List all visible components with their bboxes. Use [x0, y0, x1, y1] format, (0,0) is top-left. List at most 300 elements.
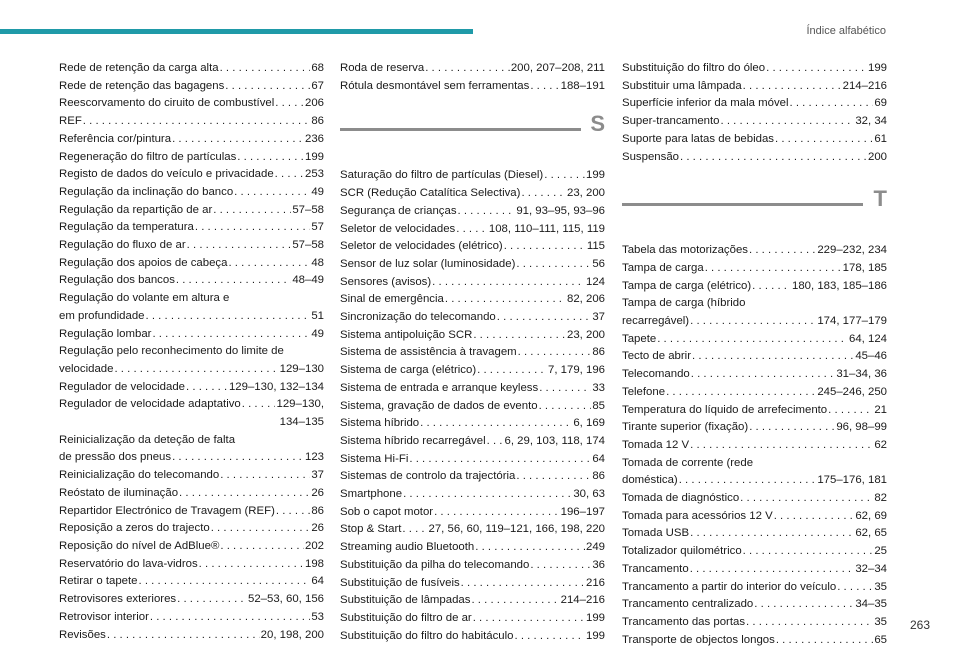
index-entry-text: Tomada 12 V [622, 438, 690, 451]
index-entry [622, 348, 887, 366]
index-entry [622, 278, 887, 296]
page-number: 263 [909, 618, 930, 632]
dot-leader [172, 449, 304, 467]
dot-leader [146, 308, 311, 326]
index-entry-text: Reescorvamento do ciruito de combustível [59, 97, 275, 110]
index-entry [340, 327, 605, 345]
index-entry-pages: 178, 185 [842, 261, 887, 274]
dot-leader [83, 113, 311, 131]
dot-leader [837, 579, 873, 597]
dot-leader [434, 504, 560, 522]
index-entry-pages: 64, 124 [848, 332, 887, 345]
index-entry-text: Substituição do filtro do óleo [622, 62, 766, 74]
index-entry [59, 113, 324, 131]
index-entry [622, 260, 887, 278]
index-entry-pages: 85 [592, 399, 605, 412]
index-entry-text: Totalizador quilométrico [622, 545, 742, 558]
index-entry-text: de pressão dos pneus [59, 451, 172, 464]
index-entry-text: Retirar o tapete [59, 575, 138, 588]
index-entry [622, 596, 887, 614]
index-entry-text: Trancamento [622, 562, 689, 575]
index-entry [59, 573, 324, 591]
index-entry [59, 95, 324, 113]
dot-leader [225, 78, 310, 96]
index-entry-pages: 129–130 [279, 362, 324, 375]
index-entry-pages: 129–130, 132–134 [228, 380, 324, 393]
index-entry [59, 379, 324, 397]
index-entry [622, 113, 887, 131]
dot-leader [425, 60, 510, 78]
index-entry [59, 627, 324, 645]
index-entry [59, 166, 324, 184]
index-entry-text: Regulação da temperatura [59, 221, 194, 234]
index-entry-pages: 253 [304, 168, 324, 181]
index-entry [622, 437, 887, 455]
index-entry-pages: 214–216 [842, 79, 887, 92]
index-entry-text: Sensor de luz solar (luminosidade) [340, 257, 516, 270]
index-entry [59, 149, 324, 167]
index-entry-text: Sob o capot motor [340, 505, 434, 518]
index-entry-text: Sistema híbrido recarregável [340, 434, 486, 447]
index-entry-pages: 48 [311, 256, 324, 269]
index-entry [59, 556, 324, 574]
dot-leader [150, 609, 310, 627]
index-entry-pages: 249 [585, 541, 605, 554]
index-entry-text: Trancamento centralizado [622, 598, 754, 611]
index-entry [340, 238, 605, 256]
index-entry [59, 396, 324, 431]
index-entry-text: Rótula desmontável sem ferramentas [340, 79, 530, 92]
dot-leader [749, 419, 835, 437]
dot-leader [139, 573, 311, 591]
index-entry [622, 366, 887, 384]
index-entry [59, 538, 324, 556]
index-entry-text: Reóstato de iluminação [59, 486, 179, 499]
index-entry [59, 326, 324, 344]
dot-leader [518, 344, 592, 362]
dot-leader [516, 256, 591, 274]
index-entry-text: Reposição a zeros do trajecto [59, 522, 210, 535]
dot-leader [176, 272, 291, 290]
dot-leader [679, 472, 817, 490]
dot-leader [690, 525, 854, 543]
dot-leader [186, 379, 228, 397]
index-entry-pages: 65 [874, 633, 887, 646]
index-entry [622, 419, 887, 437]
index-entry-pages: 174, 177–179 [817, 315, 887, 328]
section-header-t [622, 188, 887, 238]
dot-leader [234, 184, 310, 202]
index-entry-text: Tomada de corrente (rede [622, 456, 754, 469]
index-entry [622, 632, 887, 649]
dot-leader [721, 113, 855, 131]
index-entry-text: Sensores (avisos) [340, 275, 432, 288]
dot-leader [199, 556, 304, 574]
dot-leader [690, 437, 873, 455]
index-entry-text: doméstica) [622, 474, 678, 487]
index-entry-text: Substituição do filtro do habitáculo [340, 629, 514, 642]
index-entry-text: Regeneração do filtro de partículas [59, 150, 237, 163]
index-entry [340, 291, 605, 309]
index-entry-text: Seletor de velocidades [340, 222, 456, 235]
index-entry-pages: 62, 65 [855, 527, 887, 540]
index-entry-text: Sistema, gravação de dados de evento [340, 399, 538, 412]
dot-leader [179, 485, 310, 503]
index-entry-pages: 62, 69 [855, 509, 887, 522]
dot-leader [220, 467, 310, 485]
index-entry [622, 384, 887, 402]
index-entry [59, 609, 324, 627]
index-entry-text: Sistema de carga (elétrico) [340, 364, 477, 377]
index-entry-pages: 229–232, 234 [817, 244, 887, 257]
index-entry-text: Registo de dados do veículo e privacidade [59, 168, 274, 181]
index-entry-pages: 36 [592, 558, 605, 571]
index-entry [622, 614, 887, 632]
index-entry [622, 543, 887, 561]
dot-leader [432, 274, 585, 292]
index-entry-text: Suspensão [622, 150, 679, 163]
dot-leader [657, 331, 848, 349]
index-entry-text: Reposição do nível de AdBlue® [59, 539, 220, 552]
index-entry-text: Trancamento a partir do interior do veículo [622, 580, 837, 593]
index-entry-text: Rede de retenção da carga alta [59, 62, 219, 74]
index-entry-text: Saturação do filtro de partículas (Diesel) [340, 169, 544, 182]
index-entry-pages: 6, 29, 103, 118, 174 [504, 434, 605, 447]
index-entry-pages: 68 [311, 62, 324, 74]
index-entry [340, 221, 605, 239]
dot-leader [515, 628, 585, 646]
index-entry-pages: 52–53, 60, 156 [247, 593, 324, 606]
index-entry-text: Temperatura do líquido de arrefecimento [622, 403, 828, 416]
dot-leader [521, 185, 566, 203]
index-entry-text: REF [59, 115, 82, 128]
dot-leader [114, 361, 278, 379]
dot-leader [775, 131, 873, 149]
index-entry-text: Retrovisor interior [59, 610, 149, 623]
index-entry-pages: 48–49 [292, 274, 324, 287]
index-entry-pages: 23, 200 [566, 328, 605, 341]
index-entry-pages: 31–34, 36 [836, 368, 887, 381]
index-entry-text: em profundidade [59, 309, 145, 322]
index-entry-text: SCR (Redução Catalítica Selectiva) [340, 187, 521, 200]
index-entry-pages: 64 [311, 575, 324, 588]
index-entry [340, 362, 605, 380]
index-entry [59, 343, 324, 378]
index-entry-pages: 199 [304, 150, 324, 163]
index-entry [340, 203, 605, 221]
index-entry-text: Sistema Hi-Fi [340, 452, 409, 465]
dot-leader [740, 490, 873, 508]
index-entry-text: Rede de retenção das bagagens [59, 79, 225, 92]
index-entry [340, 628, 605, 646]
index-entry-pages: 180, 183, 185–186 [791, 279, 887, 292]
index-entry [340, 274, 605, 292]
index-entry-pages: 53 [311, 610, 324, 623]
index-entry [340, 451, 605, 469]
index-entry-pages: 51 [311, 309, 324, 322]
index-entry-pages: 199 [585, 629, 605, 642]
index-entry-pages: 96, 98–99 [836, 421, 887, 434]
index-entry-text: Tampa de carga (elétrico) [622, 279, 752, 292]
dot-leader [187, 237, 292, 255]
dot-leader [445, 291, 566, 309]
index-entry-pages: 56 [592, 257, 605, 270]
dot-leader [275, 95, 304, 113]
dot-leader [743, 78, 842, 96]
section-divider [340, 128, 581, 131]
dot-leader [539, 380, 591, 398]
index-entry-pages: 86 [592, 346, 605, 359]
index-column-1 [59, 60, 324, 644]
index-entry-text: Substituição da pilha do telecomando [340, 558, 530, 571]
index-entry-text: Tomada de diagnóstico [622, 492, 740, 505]
index-entry-text: Substituição do filtro de ar [340, 611, 472, 624]
index-entry-text: Roda de reserva [340, 62, 425, 74]
dot-leader [544, 167, 585, 185]
dot-leader [420, 415, 572, 433]
index-entry-pages: 37 [311, 469, 324, 482]
index-entry [340, 380, 605, 398]
index-entry [340, 256, 605, 274]
dot-leader [774, 508, 855, 526]
dot-leader [456, 221, 488, 239]
dot-leader [213, 202, 291, 220]
index-entry-pages: 69 [874, 97, 887, 110]
index-entry-pages: 49 [311, 185, 324, 198]
index-entry-pages: 214–216 [560, 594, 605, 607]
index-entry-pages-continued: 134–135 [279, 416, 324, 429]
index-entry [622, 525, 887, 543]
index-entry [340, 610, 605, 628]
dot-leader [461, 575, 585, 593]
index-column-3 [622, 60, 887, 649]
index-entry-text: Tampa de carga [622, 261, 704, 274]
index-entry-text: recarregável) [622, 315, 690, 328]
index-entry-text: Telecomando [622, 368, 690, 381]
index-entry-text: Regulação dos apoios de cabeça [59, 256, 228, 269]
index-entry [622, 60, 887, 78]
index-entry-text: Repartidor Electrónico de Travagem (REF) [59, 504, 275, 517]
index-entry-text: Trancamento das portas [622, 615, 746, 628]
index-entry [59, 60, 324, 78]
index-entry-pages: 35 [874, 580, 887, 593]
index-entry-pages: 32–34 [855, 562, 887, 575]
dot-leader [766, 60, 867, 78]
dot-leader [705, 260, 842, 278]
dot-leader [152, 326, 310, 344]
dot-leader [475, 539, 585, 557]
index-entry-text: Sistema de entrada e arranque keyless [340, 381, 539, 394]
index-entry-pages: 32, 34 [855, 115, 887, 128]
index-entry-pages: 188–191 [560, 79, 605, 92]
index-entry [622, 402, 887, 420]
index-entry-text: velocidade [59, 362, 114, 375]
dot-leader [477, 362, 547, 380]
dot-leader [516, 468, 591, 486]
index-entry-text: Substituir uma lâmpada [622, 79, 742, 92]
index-entry-text: Regulação lombar [59, 327, 152, 340]
dot-leader [530, 557, 591, 575]
dot-leader [497, 309, 592, 327]
index-entry-pages: 45–46 [855, 350, 887, 363]
dot-leader [790, 95, 874, 113]
dot-leader [749, 242, 816, 260]
dot-leader [690, 313, 816, 331]
index-entry-text: Tomada USB [622, 527, 690, 540]
index-entry [59, 503, 324, 521]
index-entry-pages: 198 [304, 557, 324, 570]
index-entry [59, 237, 324, 255]
index-entry [340, 504, 605, 522]
index-entry [622, 579, 887, 597]
index-entry [59, 290, 324, 325]
index-entry-text: Seletor de velocidades (elétrico) [340, 240, 503, 253]
index-entry-pages: 23, 200 [566, 187, 605, 200]
index-entry [622, 131, 887, 149]
index-entry-text: Sistema híbrido [340, 417, 420, 430]
index-entry [59, 432, 324, 467]
index-entry [340, 557, 605, 575]
index-entry-text: Smartphone [340, 488, 403, 501]
index-entry-text: Revisões [59, 628, 106, 641]
index-entry-text: Reinicialização do telecomando [59, 469, 220, 482]
dot-leader [754, 596, 854, 614]
index-entry-pages: 27, 56, 60, 119–121, 166, 198, 220 [428, 523, 605, 536]
dot-leader [752, 278, 791, 296]
index-entry-pages: 64 [592, 452, 605, 465]
header-accent-bar [0, 29, 473, 34]
index-entry [59, 184, 324, 202]
index-entry [340, 575, 605, 593]
index-entry-pages: 61 [874, 132, 887, 145]
index-entry-text: Streaming audio Bluetooth [340, 541, 475, 554]
index-entry-pages: 67 [311, 79, 324, 92]
dot-leader [680, 149, 867, 167]
index-entry-pages: 82 [874, 492, 887, 505]
index-entry-text: Regulação da repartição de ar [59, 203, 213, 216]
index-entry-text: Regulação da inclinação do banco [59, 185, 234, 198]
index-entry [340, 167, 605, 185]
index-entry-text: Referência cor/pintura [59, 132, 172, 145]
index-entry-pages: 37 [592, 311, 605, 324]
dot-leader [746, 614, 873, 632]
dot-leader [220, 60, 311, 78]
index-entry [340, 521, 605, 539]
dot-leader [107, 627, 260, 645]
dot-leader [220, 538, 304, 556]
index-entry-text: Regulador de velocidade [59, 380, 186, 393]
index-entry [340, 486, 605, 504]
index-entry-pages: 26 [311, 522, 324, 535]
index-entry-pages: 196–197 [560, 505, 605, 518]
index-entry [622, 508, 887, 526]
index-entry-pages: 199 [585, 169, 605, 182]
index-entry-text: Sinal de emergência [340, 293, 444, 306]
index-entry-pages: 108, 110–111, 115, 119 [488, 222, 605, 235]
index-entry-pages: 200, 207–208, 211 [510, 62, 605, 74]
index-entry [59, 219, 324, 237]
index-entry-pages: 91, 93–95, 93–96 [516, 204, 605, 217]
dot-leader [242, 396, 276, 414]
index-entry-pages: 206 [304, 97, 324, 110]
index-entry-pages: 82, 206 [566, 293, 605, 306]
dot-leader [473, 610, 585, 628]
index-entry [59, 131, 324, 149]
index-entry-text: Reservatório do lava-vidros [59, 557, 198, 570]
dot-leader [690, 561, 855, 579]
section-letter: S [590, 111, 605, 137]
dot-leader [402, 521, 427, 539]
index-entry-pages: 35 [874, 615, 887, 628]
index-entry-text: Reinicialização da deteção de falta [59, 433, 236, 446]
index-entry [340, 309, 605, 327]
dot-leader [691, 366, 836, 384]
index-entry-text: Segurança de crianças [340, 204, 457, 217]
dot-leader [172, 131, 304, 149]
index-entry [59, 272, 324, 290]
index-entry-pages: 115 [586, 240, 605, 253]
dot-leader [228, 255, 310, 273]
page-header-title: Índice alfabético [806, 25, 886, 37]
index-entry [622, 242, 887, 260]
index-entry [622, 331, 887, 349]
index-entry [59, 520, 324, 538]
dot-leader [666, 384, 816, 402]
index-entry-text: Tecto de abrir [622, 350, 692, 363]
index-entry-text: Telefone [622, 385, 666, 398]
index-entry-pages: 30, 63 [573, 488, 605, 501]
index-entry-pages: 6, 169 [573, 417, 605, 430]
index-entry-text: Sincronização do telecomando [340, 311, 496, 324]
index-entry-text: Regulação dos bancos [59, 274, 175, 287]
index-entry-text: Tabela das motorizações [622, 244, 748, 257]
index-entry-pages: 245–246, 250 [817, 385, 887, 398]
dot-leader [195, 219, 310, 237]
index-entry-pages: 199 [585, 611, 605, 624]
dot-leader [487, 433, 504, 451]
dot-leader [692, 348, 854, 366]
dot-leader [504, 238, 586, 256]
index-entry-pages: 86 [592, 470, 605, 483]
index-entry-text: Regulação do fluxo de ar [59, 239, 186, 252]
index-entry [59, 78, 324, 96]
index-entry-text: Substituição de fusíveis [340, 576, 460, 589]
dot-leader [211, 520, 311, 538]
index-entry-text: Regulador de velocidade adaptativo [59, 398, 241, 411]
index-entry-pages: 57 [311, 221, 324, 234]
index-entry [340, 539, 605, 557]
index-entry-text: Regulação pelo reconhecimento do limite de [59, 345, 284, 358]
index-entry [340, 468, 605, 486]
index-entry-pages: 199 [867, 62, 887, 74]
index-entry-pages: 57–58 [292, 239, 324, 252]
index-entry-pages: 86 [311, 504, 324, 517]
index-entry-pages: 175–176, 181 [817, 474, 887, 487]
index-entry-text: Super-trancamento [622, 115, 720, 128]
dot-leader [177, 591, 247, 609]
dot-leader [237, 149, 304, 167]
index-entry [59, 485, 324, 503]
index-entry-text: Stop & Start [340, 523, 402, 536]
dot-leader [539, 398, 592, 416]
index-entry-text: Sistemas de controlo da trajectória [340, 470, 516, 483]
index-entry-text: Sistema de assistência à travagem [340, 346, 517, 359]
index-entry-pages: 57–58 [292, 203, 324, 216]
index-entry [59, 202, 324, 220]
index-entry [340, 592, 605, 610]
index-entry-pages: 49 [311, 327, 324, 340]
dot-leader [828, 402, 873, 420]
